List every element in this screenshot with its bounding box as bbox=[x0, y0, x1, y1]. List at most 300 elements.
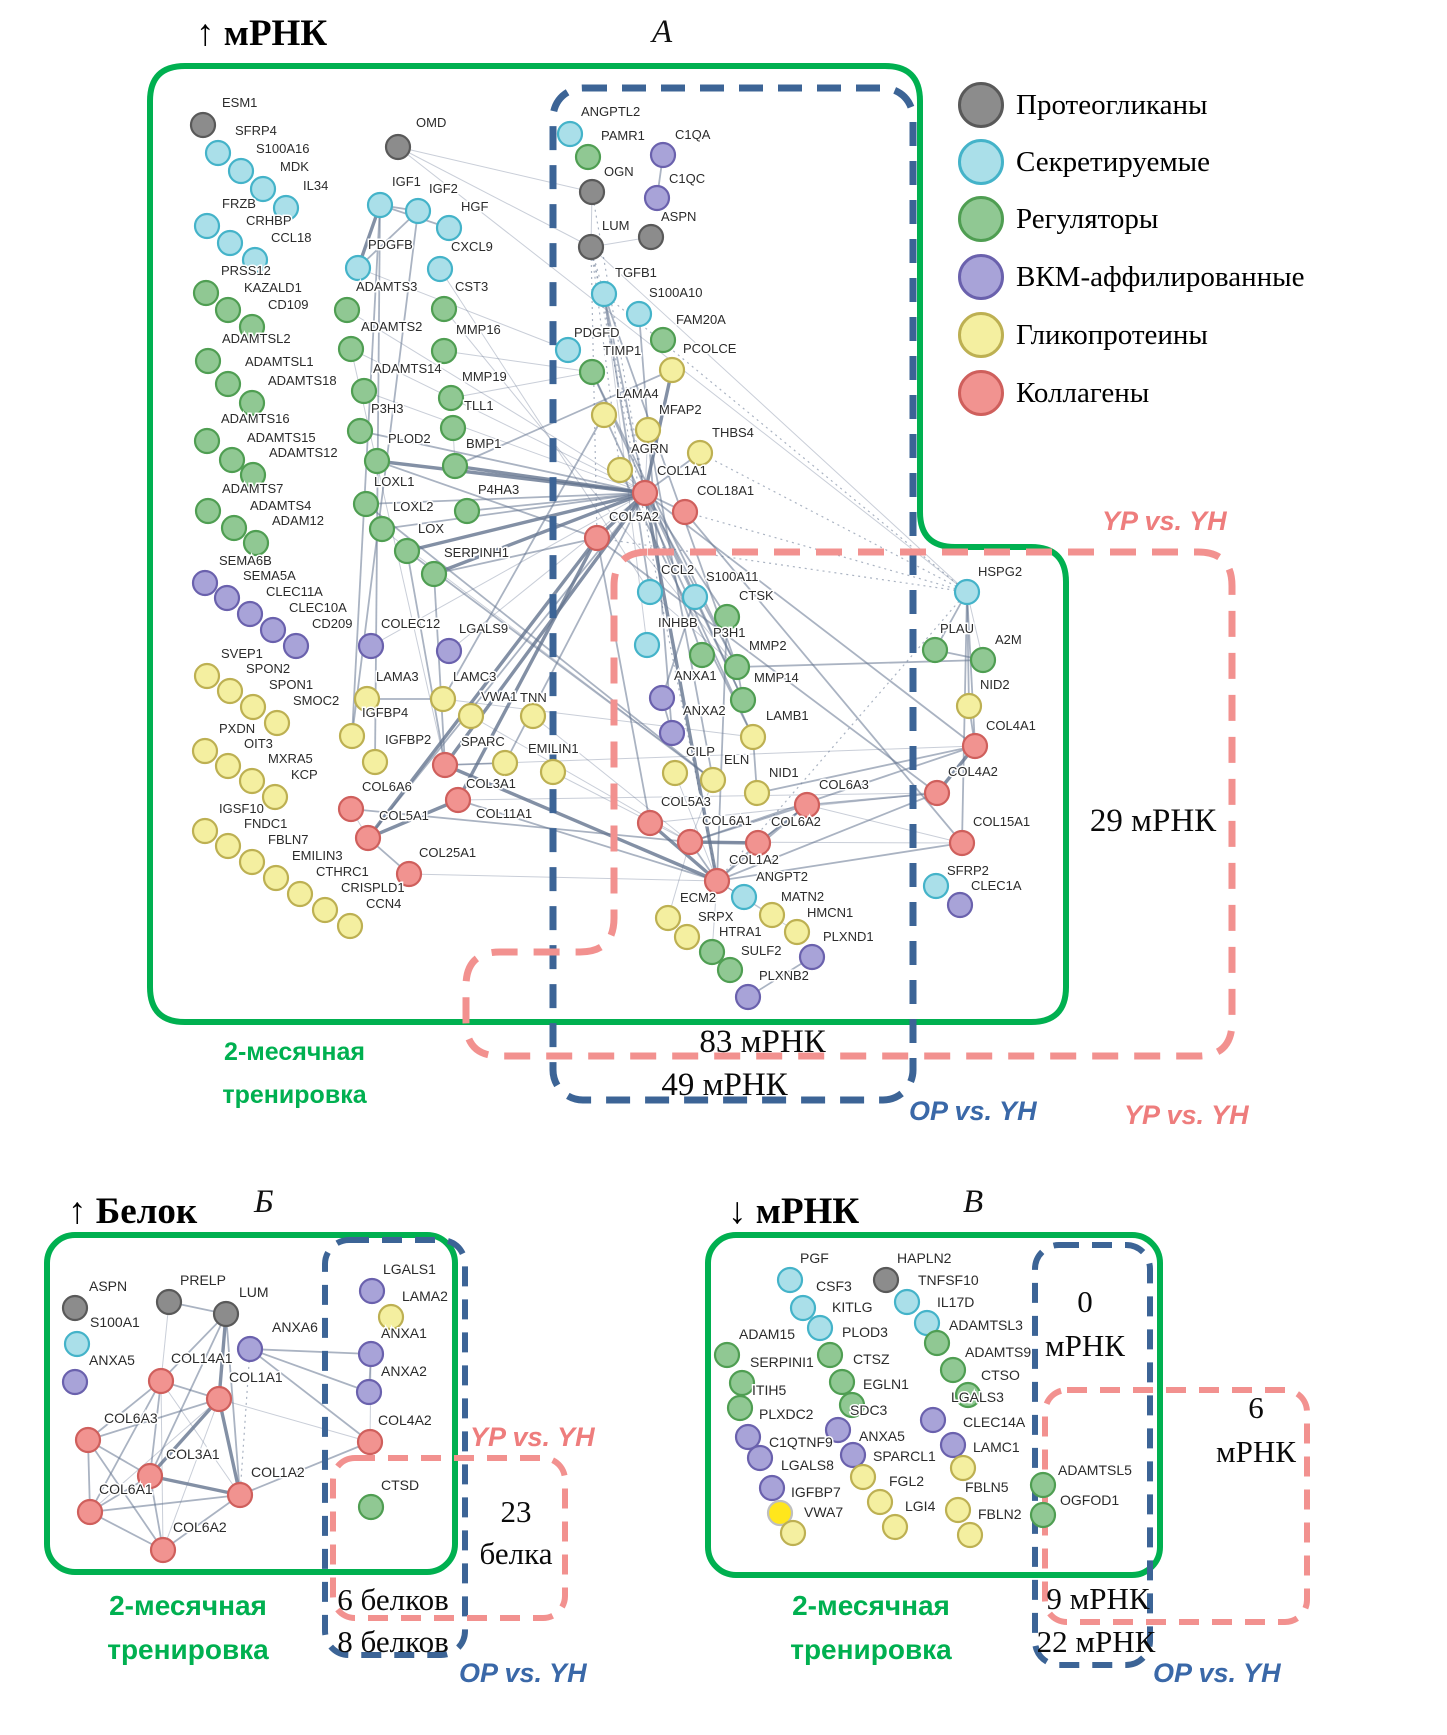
legend-item-ye bbox=[958, 312, 1208, 358]
node-inhbb bbox=[635, 633, 659, 657]
node-label-cilp: CILP bbox=[686, 744, 715, 759]
node-label-plxdc2: PLXDC2 bbox=[759, 1406, 814, 1422]
node-lgals9 bbox=[437, 639, 461, 663]
panel-c-training-line1: 2-месячная bbox=[792, 1590, 950, 1621]
node-label-adamts16: ADAMTS16 bbox=[221, 411, 290, 426]
network-edge bbox=[150, 1476, 240, 1495]
node-p3h3 bbox=[348, 419, 372, 443]
node-label-lum: LUM bbox=[602, 218, 630, 233]
node-hspg2 bbox=[955, 580, 979, 604]
node-label-cxcl9: CXCL9 bbox=[451, 239, 493, 254]
node-label-igfbp2: IGFBP2 bbox=[385, 732, 432, 747]
node-label-col6a3: COL6A3 bbox=[819, 777, 869, 792]
node-label-kazald1: KAZALD1 bbox=[244, 280, 302, 295]
node-label-crhbp: CRHBP bbox=[246, 213, 292, 228]
node-fndc1 bbox=[216, 834, 240, 858]
node-label-timp1: TIMP1 bbox=[603, 343, 642, 358]
network-edge bbox=[737, 660, 983, 667]
network-edge bbox=[398, 147, 591, 247]
node-label-mmp16: MMP16 bbox=[456, 322, 501, 337]
panel-a-training-line1: 2-месячная bbox=[224, 1038, 365, 1066]
node-label-s100a1: S100A1 bbox=[90, 1314, 140, 1330]
node-lgi4 bbox=[883, 1515, 907, 1539]
panel-c-count-blue-top-line1: 0 bbox=[1077, 1284, 1093, 1319]
panel-a-count-pink: 83 мРНК bbox=[699, 1024, 826, 1060]
panel-b-count-pink-line1: 23 bbox=[500, 1494, 532, 1529]
node-adam15 bbox=[715, 1343, 739, 1367]
node-matn2 bbox=[760, 903, 784, 927]
node-label-col3a1: COL3A1 bbox=[466, 776, 516, 791]
node-prelp bbox=[157, 1290, 181, 1314]
legend-swatch-icon bbox=[958, 254, 1004, 300]
node-label-cthrc1: CTHRC1 bbox=[316, 864, 369, 879]
node-tll1 bbox=[441, 416, 465, 440]
node-lamc3 bbox=[431, 687, 455, 711]
node-label-smoc2: SMOC2 bbox=[293, 693, 340, 708]
node-spon1 bbox=[241, 695, 265, 719]
node-ogn bbox=[580, 180, 604, 204]
node-label-esm1: ESM1 bbox=[222, 95, 258, 110]
node-label-col4a1: COL4A1 bbox=[986, 718, 1036, 733]
node-label-lamc3: LAMC3 bbox=[453, 669, 497, 684]
node-label-sfrp4: SFRP4 bbox=[235, 123, 277, 138]
node-label-igfbp7: IGFBP7 bbox=[791, 1484, 841, 1500]
node-sfrp4 bbox=[206, 141, 230, 165]
node-label-hgf: HGF bbox=[461, 199, 489, 214]
node-pcolce bbox=[660, 358, 684, 382]
panel-b-title: ↑ Белок bbox=[68, 1191, 198, 1232]
node-col14a1 bbox=[149, 1369, 173, 1393]
node-label-adam12: ADAM12 bbox=[272, 513, 325, 528]
node-a2m bbox=[971, 648, 995, 672]
node-label-lama3: LAMA3 bbox=[376, 669, 419, 684]
node-label-lgals8: LGALS8 bbox=[781, 1457, 834, 1473]
panel-b-training-line2: тренировка bbox=[107, 1634, 269, 1665]
legend-item-pu bbox=[958, 254, 1305, 300]
panel-a-op-label: OP vs. YH bbox=[909, 1096, 1037, 1126]
node-prss12 bbox=[194, 281, 218, 305]
node-label-adamts15: ADAMTS15 bbox=[247, 430, 316, 445]
node-label-adamtsl5: ADAMTSL5 bbox=[1058, 1462, 1132, 1478]
node-label-ccl2: CCL2 bbox=[661, 562, 695, 577]
node-label-col25a1: COL25A1 bbox=[419, 845, 477, 860]
node-label-angptl2: ANGPTL2 bbox=[581, 104, 641, 119]
node-eln bbox=[701, 768, 725, 792]
node-label-col6a2: COL6A2 bbox=[173, 1519, 227, 1535]
panel-b-count-overlap: 6 белков bbox=[337, 1582, 449, 1617]
node-sparcl1 bbox=[851, 1465, 875, 1489]
node-label-kitlg: KITLG bbox=[832, 1299, 873, 1315]
legend-item-gr bbox=[958, 196, 1158, 242]
node-anxa2 bbox=[357, 1380, 381, 1404]
panel-c-title: ↓ мРНК bbox=[728, 1191, 860, 1232]
node-label-vwa1: VWA1 bbox=[481, 689, 518, 704]
node-label-eln: ELN bbox=[724, 752, 750, 767]
legend-item-label: ВКМ-аффилированные bbox=[1016, 260, 1305, 293]
node-label-lgals3: LGALS3 bbox=[951, 1389, 1004, 1405]
node-label-mdk: MDK bbox=[280, 159, 309, 174]
node-label-col15a1: COL15A1 bbox=[973, 814, 1031, 829]
node-adamtsl5 bbox=[1031, 1473, 1055, 1497]
node-thbs4 bbox=[688, 441, 712, 465]
node-col6a1 bbox=[678, 830, 702, 854]
node-label-col4a2: COL4A2 bbox=[378, 1412, 432, 1428]
node-label-tnn: TNN bbox=[520, 690, 547, 705]
panel-c-count-pink-line2: мРНК bbox=[1216, 1434, 1296, 1469]
node-label-serpinh1: SERPINH1 bbox=[444, 545, 510, 560]
node-label-igsf10: IGSF10 bbox=[219, 801, 264, 816]
legend-item-label: Секретируемые bbox=[1016, 145, 1211, 178]
node-adamtsl3 bbox=[925, 1331, 949, 1355]
node-label-plod3: PLOD3 bbox=[842, 1324, 888, 1340]
node-serpini1 bbox=[730, 1371, 754, 1395]
node-label-sema6b: SEMA6B bbox=[219, 553, 272, 568]
node-label-cd209: CD209 bbox=[312, 616, 353, 631]
node-agrn bbox=[608, 458, 632, 482]
node-label-clec10a: CLEC10A bbox=[289, 600, 347, 615]
panel-b-count-blue: 8 белков bbox=[337, 1624, 449, 1659]
node-label-col6a1: COL6A1 bbox=[702, 813, 752, 828]
node-frzb bbox=[195, 214, 219, 238]
node-label-ccn4: CCN4 bbox=[366, 896, 402, 911]
node-bmp1 bbox=[443, 454, 467, 478]
node-label-col4a2: COL4A2 bbox=[948, 764, 998, 779]
node-label-p3h3: P3H3 bbox=[371, 401, 404, 416]
node-sema6b bbox=[193, 571, 217, 595]
node-label-adamtsl1: ADAMTSL1 bbox=[245, 354, 314, 369]
panel-c-count-blue-top-line2: мРНК bbox=[1045, 1328, 1125, 1363]
node-label-adamts14: ADAMTS14 bbox=[373, 361, 442, 376]
node-label-anxa5: ANXA5 bbox=[89, 1352, 135, 1368]
node-label-col6a6: COL6A6 bbox=[362, 779, 412, 794]
node-label-lama4: LAMA4 bbox=[616, 386, 659, 401]
legend-item-label: Гликопротеины bbox=[1016, 318, 1208, 351]
network-edge bbox=[597, 538, 937, 793]
node-label-anxa5: ANXA5 bbox=[859, 1428, 905, 1444]
node-label-igf2: IGF2 bbox=[429, 181, 458, 196]
node-label-col3a1: COL3A1 bbox=[166, 1446, 220, 1462]
node-label-col6a3: COL6A3 bbox=[104, 1410, 158, 1426]
node-label-adamts18: ADAMTS18 bbox=[268, 373, 337, 388]
node-label-hapln2: HAPLN2 bbox=[897, 1250, 952, 1266]
node-p4ha3 bbox=[455, 499, 479, 523]
node-label-ecm2: ECM2 bbox=[680, 890, 717, 905]
node-label-adamts12: ADAMTS12 bbox=[269, 445, 338, 460]
node-label-sparcl1: SPARCL1 bbox=[873, 1448, 936, 1464]
node-label-lum: LUM bbox=[239, 1284, 269, 1300]
node-label-svep1: SVEP1 bbox=[221, 646, 263, 661]
node-label-plod2: PLOD2 bbox=[388, 431, 431, 446]
network-edge bbox=[161, 1314, 226, 1381]
node-emilin1 bbox=[541, 760, 565, 784]
node-label-srpx: SRPX bbox=[698, 909, 734, 924]
node-plxnb2 bbox=[736, 985, 760, 1009]
node-label-ogn: OGN bbox=[604, 164, 634, 179]
panel-b-tag: Б bbox=[254, 1184, 274, 1220]
node-label-c1qc: C1QC bbox=[669, 171, 706, 186]
node-label-egln1: EGLN1 bbox=[863, 1376, 909, 1392]
node-label-lox: LOX bbox=[418, 521, 445, 536]
legend-swatch-icon bbox=[958, 312, 1004, 358]
network-edge bbox=[150, 1381, 161, 1476]
node-label-htra1: HTRA1 bbox=[719, 924, 762, 939]
panel-a-yp-label: YP vs. YH bbox=[1102, 506, 1227, 536]
node-ctsz bbox=[830, 1370, 854, 1394]
node-label-cst3: CST3 bbox=[455, 279, 489, 294]
node-label-c1qa: C1QA bbox=[675, 127, 711, 142]
node-label-bmp1: BMP1 bbox=[466, 436, 502, 451]
node-label-pcolce: PCOLCE bbox=[683, 341, 737, 356]
node-c1qc bbox=[645, 186, 669, 210]
legend-item-label: Протеогликаны bbox=[1016, 88, 1208, 121]
node-fbln2 bbox=[958, 1523, 982, 1547]
node-plxdc2 bbox=[736, 1425, 760, 1449]
node-col1a1 bbox=[633, 481, 657, 505]
node-c1qa bbox=[651, 143, 675, 167]
node-label-plxnb2: PLXNB2 bbox=[759, 968, 809, 983]
node-label-angpt2: ANGPT2 bbox=[756, 869, 809, 884]
panel-c-count-blue-bottom: 22 мРНК bbox=[1036, 1624, 1156, 1659]
node-label-pdgfd: PDGFD bbox=[574, 325, 620, 340]
node-col15a1 bbox=[950, 831, 974, 855]
legend-item-cy bbox=[958, 139, 1210, 185]
node-adamts3 bbox=[335, 298, 359, 322]
node-clec1a bbox=[948, 893, 972, 917]
node-sulf2 bbox=[718, 958, 742, 982]
node-label-col5a2: COL5A2 bbox=[609, 509, 659, 524]
node-label-inhbb: INHBB bbox=[658, 615, 698, 630]
node-esm1 bbox=[191, 113, 215, 137]
node-fam20a bbox=[651, 328, 675, 352]
node-htra1 bbox=[700, 940, 724, 964]
node-label-matn2: MATN2 bbox=[781, 889, 825, 904]
node-igfbp4 bbox=[340, 724, 364, 748]
panel-a-training-line2: тренировка bbox=[222, 1081, 367, 1109]
panel-c-op-label: OP vs. YH bbox=[1153, 1658, 1281, 1688]
node-ogfod1 bbox=[1031, 1503, 1055, 1527]
node-fbln7 bbox=[240, 850, 264, 874]
node-serpinh1 bbox=[422, 562, 446, 586]
network-edge bbox=[807, 805, 962, 843]
node-label-a2m: A2M bbox=[995, 632, 1022, 647]
node-label-anxa2: ANXA2 bbox=[381, 1363, 427, 1379]
legend-swatch-icon bbox=[958, 82, 1004, 128]
node-label-ctso: CTSO bbox=[981, 1367, 1020, 1383]
node-kitlg bbox=[808, 1316, 832, 1340]
node-label-plau: PLAU bbox=[940, 621, 974, 636]
node-kcp bbox=[263, 785, 287, 809]
node-cxcl9 bbox=[428, 257, 452, 281]
node-label-omd: OMD bbox=[416, 115, 447, 130]
node-anxa6 bbox=[238, 1337, 262, 1361]
node-label-mmp2: MMP2 bbox=[749, 638, 787, 653]
node-label-adamts7: ADAMTS7 bbox=[222, 481, 284, 496]
node-timp1 bbox=[580, 360, 604, 384]
node-label-pamr1: PAMR1 bbox=[601, 128, 645, 143]
node-s100a10 bbox=[627, 302, 651, 326]
panel-c-blue-box bbox=[1035, 1245, 1150, 1665]
node-col4a2 bbox=[925, 781, 949, 805]
panel-a-title: ↑ мРНК bbox=[196, 13, 328, 54]
node-label-clec1a: CLEC1A bbox=[971, 878, 1022, 893]
panel-b-yp-label: YP vs. YH bbox=[470, 1422, 595, 1452]
node-aspn bbox=[63, 1296, 87, 1320]
node-label-hspg2: HSPG2 bbox=[978, 564, 1023, 579]
node-igfbp2 bbox=[363, 750, 387, 774]
node-anxa5 bbox=[63, 1370, 87, 1394]
node-label-tnfsf10: TNFSF10 bbox=[918, 1272, 979, 1288]
node-label-loxl2: LOXL2 bbox=[393, 499, 434, 514]
node-label-frzb: FRZB bbox=[222, 196, 256, 211]
panel-a-count-blue: 49 мРНК bbox=[661, 1067, 788, 1103]
node-vwa1 bbox=[459, 704, 483, 728]
node-label-fam20a: FAM20A bbox=[676, 312, 726, 327]
node-label-anxa2: ANXA2 bbox=[683, 703, 726, 718]
panel-c-tag: В bbox=[963, 1184, 984, 1220]
node-col1a2 bbox=[228, 1483, 252, 1507]
panel-b-nodes bbox=[63, 1261, 448, 1562]
node-col6a3 bbox=[76, 1428, 100, 1452]
panel-a-tag: А bbox=[652, 14, 673, 50]
network-edge bbox=[250, 1349, 370, 1442]
node-label-prelp: PRELP bbox=[180, 1272, 226, 1288]
node-svep1 bbox=[195, 664, 219, 688]
node-label-csf3: CSF3 bbox=[816, 1278, 852, 1294]
node-sema5a bbox=[215, 586, 239, 610]
node-label-ctsz: CTSZ bbox=[853, 1351, 890, 1367]
node-label-adam15: ADAM15 bbox=[739, 1326, 796, 1342]
node-mmp19 bbox=[439, 386, 463, 410]
node-sparc bbox=[493, 751, 517, 775]
node-label-emilin1: EMILIN1 bbox=[528, 741, 579, 756]
node-fbln5 bbox=[946, 1498, 970, 1522]
node-lama4 bbox=[592, 403, 616, 427]
node-s100a1 bbox=[65, 1332, 89, 1356]
node-label-aspn: ASPN bbox=[89, 1278, 128, 1294]
node-label-lgi4: LGI4 bbox=[905, 1498, 936, 1514]
node-label-il34: IL34 bbox=[303, 178, 329, 193]
node-label-itih5: ITIH5 bbox=[752, 1382, 787, 1398]
node-lgals1 bbox=[360, 1279, 384, 1303]
node-label-adamtsl3: ADAMTSL3 bbox=[949, 1317, 1023, 1333]
node-crhbp bbox=[218, 231, 242, 255]
node-label-col6a2: COL6A2 bbox=[771, 814, 821, 829]
node-label-kcp: KCP bbox=[291, 767, 318, 782]
node-col5a2 bbox=[585, 526, 609, 550]
node-cthrc1 bbox=[288, 882, 312, 906]
node-label-colec12: COLEC12 bbox=[381, 616, 441, 631]
node-label-ccl18: CCL18 bbox=[271, 230, 312, 245]
node-label-adamts3: ADAMTS3 bbox=[356, 279, 418, 294]
node-label-adamts4: ADAMTS4 bbox=[250, 498, 312, 513]
node-pgf bbox=[778, 1268, 802, 1292]
node-loxl2 bbox=[370, 517, 394, 541]
node-label-anxa1: ANXA1 bbox=[381, 1325, 427, 1341]
node-label-thbs4: THBS4 bbox=[712, 425, 754, 440]
node-clec14a bbox=[941, 1433, 965, 1457]
node-col18a1 bbox=[673, 500, 697, 524]
node-label-crispld1: CRISPLD1 bbox=[341, 880, 405, 895]
node-label-mmp19: MMP19 bbox=[462, 369, 507, 384]
node-label-lgals9: LGALS9 bbox=[459, 621, 509, 636]
node-label-c1qtnf9: C1QTNF9 bbox=[769, 1434, 833, 1450]
node-col11a1 bbox=[446, 788, 470, 812]
panel-b-op-label: OP vs. YH bbox=[459, 1658, 587, 1688]
node-cilp bbox=[663, 761, 687, 785]
node-label-col14a1: COL14A1 bbox=[171, 1350, 233, 1366]
node-label-aspn: ASPN bbox=[661, 209, 697, 224]
node-label-s100a11: S100A11 bbox=[706, 569, 759, 584]
node-label-col11a1: COL11A1 bbox=[476, 806, 533, 821]
node-plod2 bbox=[365, 449, 389, 473]
node-col6a1 bbox=[78, 1500, 102, 1524]
node-label-agrn: AGRN bbox=[631, 441, 669, 456]
panel-c-count-overlap: 9 мРНК bbox=[1046, 1581, 1150, 1616]
node-anxa1 bbox=[359, 1342, 383, 1366]
node-lamb1 bbox=[741, 725, 765, 749]
node-label-sdc3: SDC3 bbox=[850, 1402, 888, 1418]
node-label-ctsd: CTSD bbox=[381, 1477, 420, 1493]
node-ccl2 bbox=[638, 580, 662, 604]
node-label-adamts2: ADAMTS2 bbox=[361, 319, 423, 334]
node-adamts7 bbox=[196, 499, 220, 523]
node-label-spon2: SPON2 bbox=[246, 661, 291, 676]
node-clec11a bbox=[238, 602, 262, 626]
node-label-loxl1: LOXL1 bbox=[374, 474, 415, 489]
node-label-fndc1: FNDC1 bbox=[244, 816, 288, 831]
node-s100a11 bbox=[683, 585, 707, 609]
node-label-sulf2: SULF2 bbox=[741, 943, 782, 958]
node-igf2 bbox=[406, 199, 430, 223]
node-adamts4 bbox=[222, 516, 246, 540]
node-pxdn bbox=[193, 739, 217, 763]
network-edge bbox=[219, 1399, 370, 1442]
node-label-hmcn1: HMCN1 bbox=[807, 905, 854, 920]
node-col5a3 bbox=[638, 811, 662, 835]
node-label-sparc: SPARC bbox=[461, 734, 505, 749]
node-col1a1 bbox=[207, 1387, 231, 1411]
panel-b-pink-box bbox=[333, 1458, 565, 1618]
node-hgf bbox=[437, 216, 461, 240]
node-label-mmp14: MMP14 bbox=[754, 670, 799, 685]
node-tnfsf10 bbox=[895, 1290, 919, 1314]
node-csf3 bbox=[791, 1296, 815, 1320]
node-label-col18a1: COL18A1 bbox=[697, 483, 755, 498]
node-pamr1 bbox=[576, 145, 600, 169]
node-angpt2 bbox=[732, 885, 756, 909]
node-lum bbox=[579, 235, 603, 259]
panel-c-count-pink-line1: 6 bbox=[1248, 1390, 1264, 1425]
node-itih5 bbox=[728, 1396, 752, 1420]
node-crispld1 bbox=[313, 898, 337, 922]
node-label-fbln2: FBLN2 bbox=[978, 1506, 1022, 1522]
node-label-lamc1: LAMC1 bbox=[973, 1439, 1020, 1455]
node-label-nid2: NID2 bbox=[980, 677, 1010, 692]
node-label-col5a1: COL5A1 bbox=[379, 808, 429, 823]
node-spon2 bbox=[218, 679, 242, 703]
node-label-s100a10: S100A10 bbox=[649, 285, 703, 300]
node-anxa1 bbox=[650, 686, 674, 710]
node-tgfb1 bbox=[592, 282, 616, 306]
node-label-oit3: OIT3 bbox=[244, 736, 273, 751]
node-adamtsl1 bbox=[216, 372, 240, 396]
node-mmp2 bbox=[725, 655, 749, 679]
node-adam12 bbox=[244, 531, 268, 555]
node-sfrp2 bbox=[924, 874, 948, 898]
node-emilin3 bbox=[264, 866, 288, 890]
node-igsf10 bbox=[193, 819, 217, 843]
node-label-nid1: NID1 bbox=[769, 765, 799, 780]
